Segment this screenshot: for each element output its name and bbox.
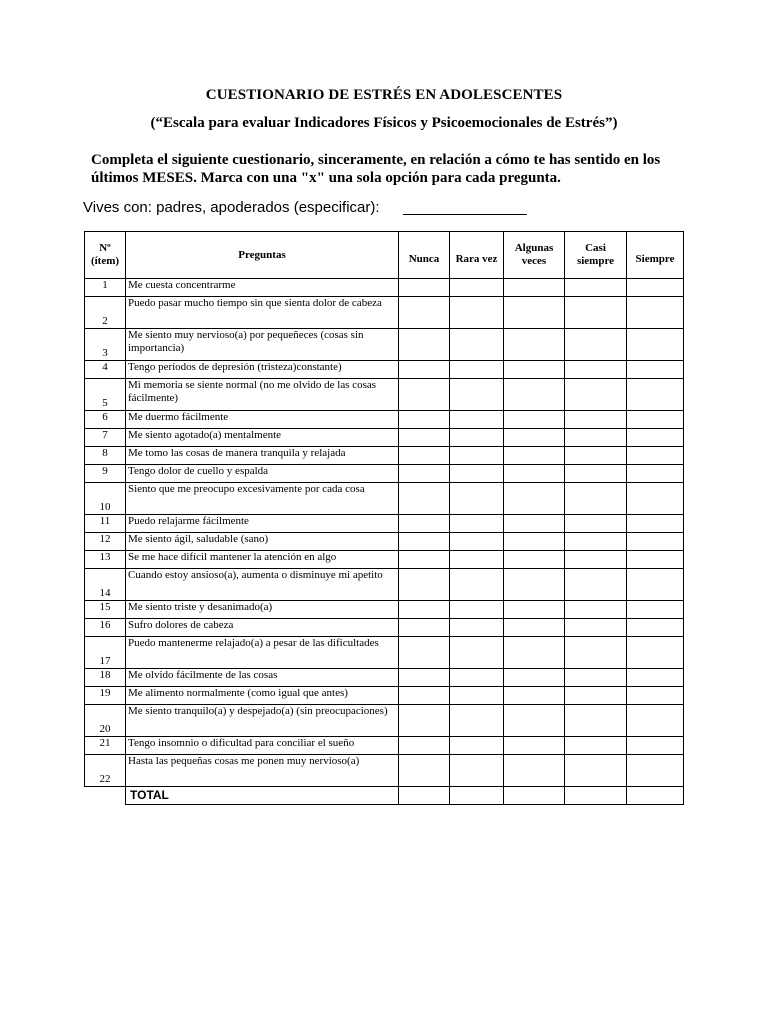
answer-rara-vez-cell[interactable]	[450, 533, 504, 551]
item-question: Me siento muy nervioso(a) por pequeñeces (cosas sin importancia)	[126, 329, 399, 361]
answer-nunca-cell[interactable]	[399, 429, 450, 447]
answer-nunca-cell[interactable]	[399, 483, 450, 515]
answer-algunas-veces-cell[interactable]	[504, 637, 565, 669]
item-question: Me cuesta concentrarme	[126, 279, 399, 297]
answer-nunca-cell[interactable]	[399, 279, 450, 297]
answer-casi-siempre-cell[interactable]	[565, 669, 627, 687]
answer-algunas-veces-cell[interactable]	[504, 619, 565, 637]
item-question: Puedo relajarme fácilmente	[126, 515, 399, 533]
answer-casi-siempre-cell[interactable]	[565, 447, 627, 465]
item-question: Cuando estoy ansioso(a), aumenta o disminuye mi apetito	[126, 569, 399, 601]
item-number: 3	[85, 329, 126, 361]
answer-siempre-cell[interactable]	[627, 669, 684, 687]
answer-siempre-cell[interactable]	[627, 619, 684, 637]
header-casi-line1: Casi	[585, 242, 606, 254]
item-question: Tengo dolor de cuello y espalda	[126, 465, 399, 483]
answer-siempre-cell[interactable]	[627, 429, 684, 447]
questionnaire-table	[84, 231, 684, 805]
answer-rara-vez-cell[interactable]	[450, 687, 504, 705]
item-number: 9	[85, 465, 126, 483]
header-rara-vez: Rara vez	[450, 232, 504, 279]
item-question: Me siento ágil, saludable (sano)	[126, 533, 399, 551]
header-algunas-line1: Algunas	[514, 242, 554, 254]
item-number: 6	[85, 411, 126, 429]
answer-siempre-cell[interactable]	[627, 279, 684, 297]
header-algunas-line2: veces	[521, 255, 547, 267]
answer-algunas-veces-cell[interactable]	[504, 669, 565, 687]
answer-nunca-cell[interactable]	[399, 737, 450, 755]
answer-siempre-cell[interactable]	[627, 637, 684, 669]
item-question: Puedo pasar mucho tiempo sin que sienta dolor de cabeza	[126, 297, 399, 329]
header-num-line1: Nº	[99, 242, 111, 254]
answer-casi-siempre-cell[interactable]	[565, 279, 627, 297]
table-row	[85, 551, 684, 569]
table-row	[85, 569, 684, 601]
item-number: 18	[85, 669, 126, 687]
answer-rara-vez-cell[interactable]	[450, 755, 504, 787]
answer-siempre-cell[interactable]	[627, 483, 684, 515]
answer-nunca-cell[interactable]	[399, 705, 450, 737]
answer-casi-siempre-cell[interactable]	[565, 687, 627, 705]
answer-rara-vez-cell[interactable]	[450, 619, 504, 637]
answer-siempre-cell[interactable]	[627, 551, 684, 569]
answer-siempre-cell[interactable]	[627, 533, 684, 551]
table-row	[85, 533, 684, 551]
item-number: 19	[85, 687, 126, 705]
table-row	[85, 279, 684, 297]
item-number: 22	[85, 755, 126, 787]
answer-rara-vez-cell[interactable]	[450, 329, 504, 361]
item-number: 10	[85, 483, 126, 515]
item-question: Me alimento normalmente (como igual que antes)	[126, 687, 399, 705]
item-number: 13	[85, 551, 126, 569]
document-title: CUESTIONARIO DE ESTRÉS EN ADOLESCENTES	[205, 87, 563, 103]
answer-casi-siempre-cell[interactable]	[565, 601, 627, 619]
item-question: Me olvido fácilmente de las cosas	[126, 669, 399, 687]
answer-algunas-veces-cell[interactable]	[504, 297, 565, 329]
item-question: Puedo mantenerme relajado(a) a pesar de las dificultades	[126, 637, 399, 669]
answer-algunas-veces-cell[interactable]	[504, 447, 565, 465]
answer-nunca-cell[interactable]	[399, 755, 450, 787]
answer-algunas-veces-cell[interactable]	[504, 279, 565, 297]
answer-algunas-veces-cell[interactable]	[504, 687, 565, 705]
instructions-text: Completa el siguiente cuestionario, sinceramente, en relación a cómo te has sentido en los últimos MESES. Marca con una "x" una sola opción para cada pregunta.	[91, 152, 661, 186]
item-number: 8	[85, 447, 126, 465]
item-question: Siento que me preocupo excesivamente por cada cosa	[126, 483, 399, 515]
answer-siempre-cell[interactable]	[627, 329, 684, 361]
answer-algunas-veces-cell[interactable]	[504, 569, 565, 601]
answer-siempre-cell[interactable]	[627, 687, 684, 705]
answer-casi-siempre-cell[interactable]	[565, 515, 627, 533]
total-siempre-cell[interactable]	[627, 787, 684, 805]
answer-nunca-cell[interactable]	[399, 515, 450, 533]
answer-nunca-cell[interactable]	[399, 601, 450, 619]
header-preguntas: Preguntas	[126, 232, 399, 279]
total-blank-cell	[85, 787, 126, 805]
total-row	[85, 787, 684, 805]
item-number: 14	[85, 569, 126, 601]
table-row	[85, 329, 684, 361]
answer-nunca-cell[interactable]	[399, 447, 450, 465]
answer-rara-vez-cell[interactable]	[450, 411, 504, 429]
table-row	[85, 447, 684, 465]
answer-siempre-cell[interactable]	[627, 515, 684, 533]
answer-nunca-cell[interactable]	[399, 637, 450, 669]
answer-rara-vez-cell[interactable]	[450, 379, 504, 411]
answer-nunca-cell[interactable]	[399, 411, 450, 429]
answer-rara-vez-cell[interactable]	[450, 601, 504, 619]
item-question: Mi memoria se siente normal (no me olvido de las cosas fácilmente)	[126, 379, 399, 411]
header-casi-siempre	[565, 232, 627, 279]
table-row	[85, 465, 684, 483]
table-row	[85, 361, 684, 379]
answer-rara-vez-cell[interactable]	[450, 705, 504, 737]
item-question: Se me hace difícil mantener la atención en algo	[126, 551, 399, 569]
answer-siempre-cell[interactable]	[627, 411, 684, 429]
item-number: 21	[85, 737, 126, 755]
table-row	[85, 619, 684, 637]
answer-casi-siempre-cell[interactable]	[565, 361, 627, 379]
vives-con-label: Vives con: padres, apoderados (especificar):	[83, 199, 380, 216]
item-number: 15	[85, 601, 126, 619]
answer-nunca-cell[interactable]	[399, 619, 450, 637]
answer-siempre-cell[interactable]	[627, 601, 684, 619]
item-question: Hasta las pequeñas cosas me ponen muy nervioso(a)	[126, 755, 399, 787]
table-row	[85, 755, 684, 787]
answer-algunas-veces-cell[interactable]	[504, 755, 565, 787]
answer-casi-siempre-cell[interactable]	[565, 297, 627, 329]
answer-rara-vez-cell[interactable]	[450, 297, 504, 329]
answer-algunas-veces-cell[interactable]	[504, 329, 565, 361]
table-header-row	[85, 232, 684, 279]
answer-nunca-cell[interactable]	[399, 465, 450, 483]
answer-algunas-veces-cell[interactable]	[504, 601, 565, 619]
answer-nunca-cell[interactable]	[399, 551, 450, 569]
table-row	[85, 429, 684, 447]
answer-casi-siempre-cell[interactable]	[565, 379, 627, 411]
answer-algunas-veces-cell[interactable]	[504, 705, 565, 737]
answer-nunca-cell[interactable]	[399, 379, 450, 411]
answer-rara-vez-cell[interactable]	[450, 737, 504, 755]
answer-algunas-veces-cell[interactable]	[504, 411, 565, 429]
table-row	[85, 379, 684, 411]
item-number: 4	[85, 361, 126, 379]
answer-siempre-cell[interactable]	[627, 379, 684, 411]
answer-rara-vez-cell[interactable]	[450, 465, 504, 483]
item-number: 11	[85, 515, 126, 533]
answer-algunas-veces-cell[interactable]	[504, 379, 565, 411]
answer-algunas-veces-cell[interactable]	[504, 551, 565, 569]
table-row	[85, 669, 684, 687]
answer-rara-vez-cell[interactable]	[450, 429, 504, 447]
table-row	[85, 705, 684, 737]
answer-algunas-veces-cell[interactable]	[504, 533, 565, 551]
header-nunca: Nunca	[399, 232, 450, 279]
vives-con-answer-line[interactable]	[403, 214, 527, 215]
table-row	[85, 297, 684, 329]
answer-rara-vez-cell[interactable]	[450, 637, 504, 669]
item-question: Tengo insomnio o dificultad para conciliar el sueño	[126, 737, 399, 755]
item-number: 7	[85, 429, 126, 447]
answer-casi-siempre-cell[interactable]	[565, 637, 627, 669]
total-nunca-cell[interactable]	[399, 787, 450, 805]
item-question: Me tomo las cosas de manera tranquila y relajada	[126, 447, 399, 465]
header-num-line2: (ítem)	[90, 255, 120, 267]
item-number: 5	[85, 379, 126, 411]
item-number: 12	[85, 533, 126, 551]
table-row	[85, 515, 684, 533]
total-casi-siempre-cell[interactable]	[565, 787, 627, 805]
header-algunas-veces	[504, 232, 565, 279]
item-number: 1	[85, 279, 126, 297]
answer-rara-vez-cell[interactable]	[450, 569, 504, 601]
table-row	[85, 601, 684, 619]
answer-siempre-cell[interactable]	[627, 569, 684, 601]
item-question: Sufro dolores de cabeza	[126, 619, 399, 637]
answer-casi-siempre-cell[interactable]	[565, 411, 627, 429]
table-row	[85, 637, 684, 669]
table-row	[85, 687, 684, 705]
header-siempre: Siempre	[627, 232, 684, 279]
answer-siempre-cell[interactable]	[627, 737, 684, 755]
answer-casi-siempre-cell[interactable]	[565, 551, 627, 569]
answer-algunas-veces-cell[interactable]	[504, 483, 565, 515]
table-row	[85, 483, 684, 515]
item-number: 16	[85, 619, 126, 637]
answer-casi-siempre-cell[interactable]	[565, 755, 627, 787]
table-row	[85, 411, 684, 429]
item-question: Tengo períodos de depresión (tristeza)constante)	[126, 361, 399, 379]
item-question: Me duermo fácilmente	[126, 411, 399, 429]
total-rara-vez-cell[interactable]	[450, 787, 504, 805]
answer-rara-vez-cell[interactable]	[450, 447, 504, 465]
table-row	[85, 737, 684, 755]
total-algunas-veces-cell[interactable]	[504, 787, 565, 805]
answer-rara-vez-cell[interactable]	[450, 483, 504, 515]
answer-nunca-cell[interactable]	[399, 687, 450, 705]
header-casi-line2: siempre	[576, 255, 615, 267]
answer-rara-vez-cell[interactable]	[450, 551, 504, 569]
answer-rara-vez-cell[interactable]	[450, 361, 504, 379]
answer-algunas-veces-cell[interactable]	[504, 361, 565, 379]
answer-siempre-cell[interactable]	[627, 447, 684, 465]
answer-casi-siempre-cell[interactable]	[565, 465, 627, 483]
answer-casi-siempre-cell[interactable]	[565, 737, 627, 755]
answer-nunca-cell[interactable]	[399, 569, 450, 601]
answer-casi-siempre-cell[interactable]	[565, 569, 627, 601]
answer-siempre-cell[interactable]	[627, 705, 684, 737]
answer-nunca-cell[interactable]	[399, 361, 450, 379]
answer-nunca-cell[interactable]	[399, 297, 450, 329]
answer-casi-siempre-cell[interactable]	[565, 329, 627, 361]
item-number: 17	[85, 637, 126, 669]
answer-siempre-cell[interactable]	[627, 361, 684, 379]
answer-rara-vez-cell[interactable]	[450, 669, 504, 687]
answer-siempre-cell[interactable]	[627, 297, 684, 329]
item-question: Me siento agotado(a) mentalmente	[126, 429, 399, 447]
answer-algunas-veces-cell[interactable]	[504, 465, 565, 483]
item-number: 2	[85, 297, 126, 329]
answer-casi-siempre-cell[interactable]	[565, 429, 627, 447]
answer-nunca-cell[interactable]	[399, 533, 450, 551]
document-subtitle: (“Escala para evaluar Indicadores Físicos y Psicoemocionales de Estrés”)	[150, 115, 618, 131]
header-num	[85, 232, 126, 279]
total-label: TOTAL	[126, 787, 399, 805]
answer-siempre-cell[interactable]	[627, 755, 684, 787]
item-question: Me siento triste y desanimado(a)	[126, 601, 399, 619]
answer-algunas-veces-cell[interactable]	[504, 429, 565, 447]
answer-nunca-cell[interactable]	[399, 329, 450, 361]
answer-siempre-cell[interactable]	[627, 465, 684, 483]
item-number: 20	[85, 705, 126, 737]
answer-casi-siempre-cell[interactable]	[565, 533, 627, 551]
answer-algunas-veces-cell[interactable]	[504, 515, 565, 533]
answer-algunas-veces-cell[interactable]	[504, 737, 565, 755]
answer-nunca-cell[interactable]	[399, 669, 450, 687]
item-question: Me siento tranquilo(a) y despejado(a) (sin preocupaciones)	[126, 705, 399, 737]
answer-rara-vez-cell[interactable]	[450, 515, 504, 533]
answer-rara-vez-cell[interactable]	[450, 279, 504, 297]
answer-casi-siempre-cell[interactable]	[565, 705, 627, 737]
answer-casi-siempre-cell[interactable]	[565, 483, 627, 515]
answer-casi-siempre-cell[interactable]	[565, 619, 627, 637]
